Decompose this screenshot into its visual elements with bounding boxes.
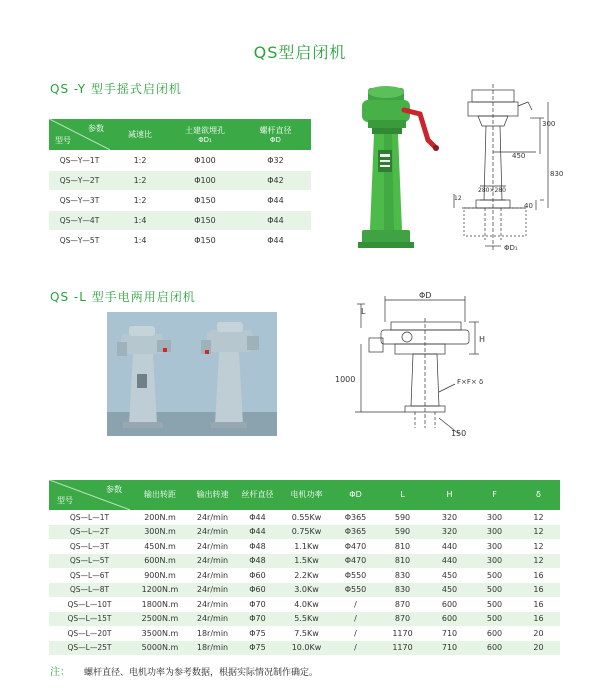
table-row: QS—Y—5T 1:4 Φ150 Φ44 [49, 230, 311, 250]
value-cell: 1200N.m [130, 583, 190, 598]
table-l-header: 丝杆直径 [235, 480, 280, 510]
value-cell: 500 [472, 597, 517, 612]
value-cell: 7.5Kw [280, 626, 333, 641]
model-cell: QS—L—20T [49, 626, 130, 641]
value-cell: 24r/min [190, 510, 235, 525]
table-row [49, 525, 560, 540]
value-cell: 500 [472, 583, 517, 598]
dim-l-label: L [361, 307, 366, 316]
table-l-header: ΦD [333, 480, 378, 510]
value-cell: 450 [427, 583, 472, 598]
value-cell: / [333, 641, 378, 656]
value-cell: 3500N.m [130, 626, 190, 641]
value-cell: 0.55Kw [280, 510, 333, 525]
table-row [49, 597, 560, 612]
value-cell: 5.5Kw [280, 612, 333, 627]
value-cell: / [333, 612, 378, 627]
dim-1000-label: 1000 [335, 375, 356, 384]
dim-830-label: 830 [550, 170, 564, 178]
value-cell: 1.1Kw [280, 539, 333, 554]
value-cell: Φ365 [333, 510, 378, 525]
value-cell: 10.0Kw [280, 641, 333, 656]
hand-crank-hoist-image [354, 80, 446, 252]
value-cell: Φ44 [235, 510, 280, 525]
value-cell: Φ60 [235, 568, 280, 583]
table-l-corner [49, 480, 130, 510]
value-cell: 600 [472, 641, 517, 656]
value-cell: Φ470 [333, 539, 378, 554]
section-l-heading: QS -L 型手电两用启闭机 [50, 290, 196, 304]
dim-300-label: 300 [542, 120, 556, 128]
table-y-corner [49, 119, 110, 150]
table-row [49, 568, 560, 583]
footnote-text: 螺杆直径、电机功率为参考数据，根据实际情况制作确定。 [84, 668, 319, 678]
value-cell: 24r/min [190, 568, 235, 583]
value-cell: Φ75 [235, 641, 280, 656]
table-row: QS—Y—2T 1:2 Φ100 Φ42 [49, 170, 311, 190]
value-cell: 600 [427, 597, 472, 612]
model-cell: QS—L—3T [49, 539, 130, 554]
value-cell: 20 [517, 626, 560, 641]
value-cell: 300 [472, 510, 517, 525]
value-cell: Φ75 [235, 626, 280, 641]
electric-hoist-photo [107, 312, 277, 436]
table-l-header: L [378, 480, 427, 510]
value-cell: 500 [472, 612, 517, 627]
value-cell: 830 [378, 568, 427, 583]
value-cell: 0.75Kw [280, 525, 333, 540]
value-cell: 1170 [378, 626, 427, 641]
value-cell: 12 [517, 510, 560, 525]
model-cell: QS—L—15T [49, 612, 130, 627]
value-cell: 12 [517, 525, 560, 540]
table-row [49, 583, 560, 598]
value-cell: / [333, 626, 378, 641]
dim-d-label: ΦD [419, 291, 432, 300]
table-y-header: 减速比 [110, 119, 170, 150]
table-row [49, 641, 560, 656]
value-cell: 24r/min [190, 612, 235, 627]
value-cell: Φ70 [235, 597, 280, 612]
value-cell: 18r/min [190, 626, 235, 641]
value-cell: 450N.m [130, 539, 190, 554]
footnote-label: 注： [50, 667, 70, 678]
table-y-header: 土建欲埋孔 ΦD₁ [170, 119, 240, 150]
table-row: QS—Y—3T 1:2 Φ150 Φ44 [49, 190, 311, 210]
table-l-header: 电机功率 [280, 480, 333, 510]
value-cell: 710 [427, 641, 472, 656]
dim-ff-label: F×F× δ [457, 378, 484, 386]
dim-280-label: 280×280 [478, 187, 506, 194]
value-cell: 3.0Kw [280, 583, 333, 598]
value-cell: / [333, 597, 378, 612]
value-cell: 2500N.m [130, 612, 190, 627]
value-cell: Φ550 [333, 568, 378, 583]
value-cell: 870 [378, 612, 427, 627]
dim-40-label: 40 [524, 202, 533, 210]
value-cell: 1170 [378, 641, 427, 656]
value-cell: Φ470 [333, 554, 378, 569]
value-cell: 810 [378, 554, 427, 569]
table-l-header: H [427, 480, 472, 510]
value-cell: 12 [517, 539, 560, 554]
section-y-heading: QS -Y 型手摇式启闭机 [50, 82, 182, 96]
dim-150-label: 150 [451, 429, 467, 438]
value-cell: 1.5Kw [280, 554, 333, 569]
value-cell: 600 [427, 612, 472, 627]
value-cell: 24r/min [190, 597, 235, 612]
value-cell: 870 [378, 597, 427, 612]
corner-model: 型号 [55, 135, 71, 145]
value-cell: 590 [378, 510, 427, 525]
dim-450-label: 450 [512, 152, 526, 160]
value-cell: 830 [378, 583, 427, 598]
model-cell: QS—L—5T [49, 554, 130, 569]
table-row [49, 626, 560, 641]
value-cell: 16 [517, 583, 560, 598]
table-y-header: 螺杆直径 ΦD [240, 119, 311, 150]
corner-param: 参数 [106, 485, 122, 494]
hand-crank-dimension-drawing [440, 82, 565, 262]
value-cell: Φ70 [235, 612, 280, 627]
value-cell: 200N.m [130, 510, 190, 525]
value-cell: 5000N.m [130, 641, 190, 656]
value-cell: 24r/min [190, 583, 235, 598]
value-cell: 4.0Kw [280, 597, 333, 612]
table-l-header: 输出转距 [130, 480, 190, 510]
table-row: QS—Y—1T 1:2 Φ100 Φ32 [49, 150, 311, 170]
value-cell: 500 [472, 568, 517, 583]
table-y [49, 119, 311, 251]
table-l-header: F [472, 480, 517, 510]
model-cell: QS—L—10T [49, 597, 130, 612]
model-cell: QS—L—8T [49, 583, 130, 598]
value-cell: 300 [472, 539, 517, 554]
value-cell: 300 [472, 525, 517, 540]
value-cell: Φ60 [235, 583, 280, 598]
corner-model: 型号 [57, 495, 73, 505]
value-cell: 320 [427, 525, 472, 540]
table-l-header: 输出转速 [190, 480, 235, 510]
footnote [50, 663, 318, 678]
model-cell: QS—L—6T [49, 568, 130, 583]
value-cell: Φ44 [235, 525, 280, 540]
value-cell: Φ365 [333, 525, 378, 540]
value-cell: 12 [517, 554, 560, 569]
value-cell: 600 [472, 626, 517, 641]
model-cell: QS—L—2T [49, 525, 130, 540]
value-cell: 450 [427, 568, 472, 583]
value-cell: 24r/min [190, 525, 235, 540]
dim-h-label: H [479, 335, 486, 344]
value-cell: 16 [517, 597, 560, 612]
table-row [49, 554, 560, 569]
table-row [49, 612, 560, 627]
table-l-header: δ [517, 480, 560, 510]
value-cell: Φ550 [333, 583, 378, 598]
value-cell: 320 [427, 510, 472, 525]
value-cell: 600N.m [130, 554, 190, 569]
value-cell: 1800N.m [130, 597, 190, 612]
value-cell: Φ48 [235, 539, 280, 554]
table-row [49, 539, 560, 554]
value-cell: 440 [427, 554, 472, 569]
table-l [49, 480, 560, 656]
value-cell: 16 [517, 568, 560, 583]
dim-12-label: 12 [454, 195, 462, 202]
model-cell: QS—L—25T [49, 641, 130, 656]
page-title: QS型启闭机 [253, 43, 347, 62]
value-cell: Φ48 [235, 554, 280, 569]
value-cell: 590 [378, 525, 427, 540]
value-cell: 2.2Kw [280, 568, 333, 583]
model-cell: QS—L—1T [49, 510, 130, 525]
dim-d1-label: ΦD₁ [504, 244, 518, 252]
value-cell: 810 [378, 539, 427, 554]
value-cell: 300 [472, 554, 517, 569]
value-cell: 440 [427, 539, 472, 554]
value-cell: 300N.m [130, 525, 190, 540]
table-row: QS—Y—4T 1:4 Φ150 Φ44 [49, 210, 311, 230]
corner-param: 参数 [88, 124, 104, 133]
value-cell: 710 [427, 626, 472, 641]
value-cell: 900N.m [130, 568, 190, 583]
value-cell: 24r/min [190, 539, 235, 554]
value-cell: 16 [517, 612, 560, 627]
table-row [49, 510, 560, 525]
value-cell: 20 [517, 641, 560, 656]
value-cell: 18r/min [190, 641, 235, 656]
electric-hoist-dimension-drawing [335, 288, 490, 440]
value-cell: 24r/min [190, 554, 235, 569]
